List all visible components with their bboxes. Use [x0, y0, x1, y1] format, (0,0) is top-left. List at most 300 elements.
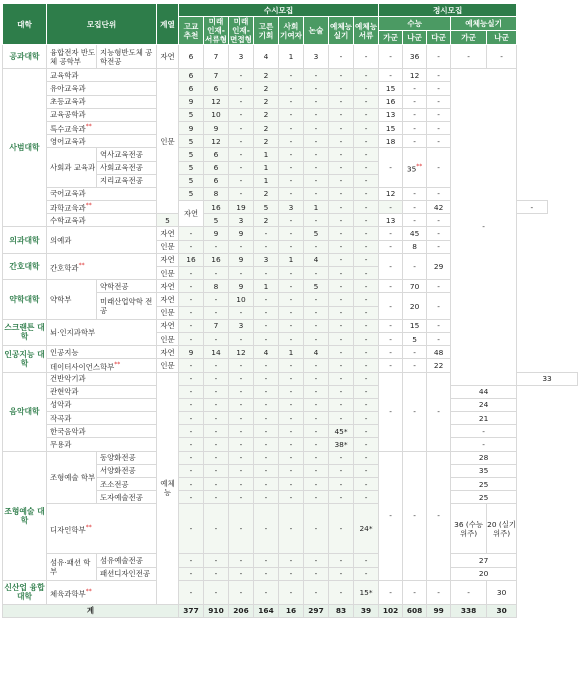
value-cell: -: [427, 108, 451, 121]
value-cell: 18: [379, 135, 403, 148]
track-cell: 인문: [157, 267, 179, 280]
value-cell: 4: [254, 346, 279, 359]
value-cell: -: [204, 491, 229, 504]
value-cell: -: [204, 385, 229, 398]
value-cell: -: [204, 359, 229, 372]
track-cell: 예체능: [157, 372, 179, 604]
star-mark: **: [85, 524, 92, 532]
value-cell: 5: [179, 187, 204, 200]
total-label: 계: [3, 604, 179, 617]
header-jeongsi: 정시모집: [379, 4, 517, 17]
value-cell: -: [204, 567, 229, 580]
univ-cell: 간호대학: [3, 253, 47, 279]
value-cell: [403, 148, 427, 188]
total-cell: 39: [354, 604, 379, 617]
value-cell: 12: [403, 69, 427, 82]
value-cell: 5: [179, 161, 204, 174]
value-cell: -: [329, 45, 354, 69]
value-cell: -: [403, 346, 427, 359]
value-cell: 1: [254, 161, 279, 174]
value-cell: -: [329, 82, 354, 95]
total-cell: 99: [427, 604, 451, 617]
unit-label: 과학교육과: [50, 203, 86, 213]
value-cell: 9: [179, 121, 204, 134]
value-cell: -: [354, 227, 379, 240]
value-cell: -: [354, 69, 379, 82]
value-cell: -: [204, 267, 229, 280]
value-cell: -: [229, 425, 254, 438]
value-cell: -: [329, 332, 354, 345]
header-susi-col: 고른 기회: [254, 17, 279, 45]
value-cell: -: [204, 478, 229, 491]
value-cell: 36 (수능 위주): [451, 504, 487, 554]
header-unit: 모집단위: [47, 4, 157, 45]
subunit-cell: 동양화전공: [97, 451, 157, 464]
value-cell: -: [451, 580, 487, 604]
value-cell: 15*: [354, 580, 379, 604]
value-cell: -: [279, 161, 304, 174]
value-cell: -: [179, 478, 204, 491]
value-cell: 2: [254, 135, 279, 148]
value-cell: -: [304, 359, 329, 372]
value-cell: -: [379, 253, 403, 279]
value-cell: -: [229, 451, 254, 464]
header-susi-col: 미래 인재- 면접형: [229, 17, 252, 45]
value-cell: -: [329, 412, 354, 425]
value-cell: -: [427, 135, 451, 148]
value-cell: -: [427, 227, 451, 240]
unit-cell: 영어교육과: [47, 135, 157, 148]
header-suneung: 수능: [379, 17, 451, 31]
value-cell: -: [354, 201, 379, 214]
value-cell: -: [329, 359, 354, 372]
value-cell: -: [279, 240, 304, 253]
unit-cell: [47, 580, 157, 604]
header-jeongsi-col: 가군: [379, 31, 403, 45]
value-cell: -: [354, 451, 379, 464]
value-cell: -: [179, 464, 204, 477]
univ-cell: 신산업 융합대학: [3, 580, 47, 604]
value-cell: -: [329, 385, 354, 398]
value-cell: -: [254, 464, 279, 477]
value-cell: -: [279, 148, 304, 161]
track-cell: 자연: [157, 280, 179, 293]
value-cell: 20 (실기 위주): [487, 504, 517, 554]
value-cell: -: [329, 306, 354, 319]
value-cell: -: [379, 359, 403, 372]
value-cell: -: [403, 372, 427, 451]
track-cell: 인문: [157, 332, 179, 345]
value-cell: -: [204, 438, 229, 451]
value-cell: -: [229, 148, 254, 161]
value-cell: -: [329, 346, 354, 359]
value-cell: 16: [204, 253, 229, 266]
value-cell: -: [279, 293, 304, 306]
value-cell: 9: [229, 280, 254, 293]
univ-cell: 사범대학: [3, 69, 47, 227]
value-cell: -: [304, 267, 329, 280]
value-cell: -: [254, 319, 279, 332]
value-cell: -: [304, 135, 329, 148]
value-cell: 4: [254, 45, 279, 69]
value-cell: -: [403, 82, 427, 95]
subunit-cell: 패션디자인전공: [97, 567, 157, 580]
value-cell: -: [354, 332, 379, 345]
value-cell: -: [304, 293, 329, 306]
star-mark: **: [114, 360, 121, 368]
value-cell: 8: [204, 280, 229, 293]
value-cell: 30: [487, 580, 517, 604]
value-cell: -: [354, 214, 379, 227]
value-cell: 9: [179, 346, 204, 359]
value-cell: 70: [403, 280, 427, 293]
value-cell: -: [279, 464, 304, 477]
subunit-cell: 지능형반도체 공학전공: [97, 45, 157, 69]
value-cell: -: [354, 135, 379, 148]
subunit-cell: 지리교육전공: [97, 174, 157, 187]
value-cell: 5: [179, 135, 204, 148]
value-cell: -: [229, 438, 254, 451]
value-cell: -: [279, 491, 304, 504]
value-cell: -: [204, 580, 229, 604]
value-cell: -: [329, 504, 354, 554]
value-cell: 33: [517, 372, 578, 385]
value-cell: 6: [179, 69, 204, 82]
value-cell: 1: [279, 253, 304, 266]
value-cell: -: [329, 135, 354, 148]
value-cell: -: [304, 451, 329, 464]
value-cell: 20: [451, 567, 517, 580]
value-cell: -: [403, 214, 427, 227]
value-cell: 16: [204, 201, 229, 214]
admission-table: [2, 3, 578, 618]
header-susi-col: 예체능 서류: [354, 17, 379, 45]
value-cell: 25: [451, 491, 517, 504]
total-cell: 16: [279, 604, 304, 617]
value-cell: -: [354, 187, 379, 200]
value-cell: -: [179, 425, 204, 438]
track-cell: 자연: [157, 253, 179, 266]
value-cell: -: [304, 187, 329, 200]
value-cell: -: [179, 567, 204, 580]
value-cell: 1: [254, 148, 279, 161]
value-cell: -: [254, 359, 279, 372]
value-cell: -: [329, 227, 354, 240]
value-cell: -: [379, 201, 403, 214]
star-mark: **: [416, 162, 423, 170]
value-cell: -: [304, 174, 329, 187]
value-cell: -: [279, 398, 304, 411]
value-cell: -: [304, 438, 329, 451]
value-cell: -: [304, 425, 329, 438]
value-cell: -: [451, 69, 517, 386]
value-cell: 22: [427, 359, 451, 372]
value-cell: -: [304, 491, 329, 504]
value-cell: -: [329, 161, 354, 174]
value-cell: -: [304, 398, 329, 411]
value-cell: -: [229, 359, 254, 372]
value-cell: 38*: [329, 438, 354, 451]
value-cell: 20: [403, 293, 427, 319]
value-cell: -: [403, 253, 427, 279]
value-cell: -: [354, 372, 379, 385]
value-cell: -: [354, 161, 379, 174]
value-cell: -: [254, 385, 279, 398]
value-cell: -: [354, 346, 379, 359]
value-cell: 10: [204, 108, 229, 121]
unit-cell: 사회과 교육과: [47, 148, 97, 188]
total-cell: 910: [204, 604, 229, 617]
value-cell: -: [304, 504, 329, 554]
header-susi-col: 논술: [304, 17, 329, 45]
value-cell: 48: [427, 346, 451, 359]
univ-cell: 조형예술 대학: [3, 451, 47, 580]
value-cell: -: [204, 504, 229, 554]
value-cell: -: [229, 267, 254, 280]
value-cell: -: [329, 174, 354, 187]
value-cell: -: [204, 240, 229, 253]
value-cell: -: [329, 240, 354, 253]
value-cell: -: [517, 201, 547, 214]
value-cell: -: [279, 478, 304, 491]
value-cell: -: [304, 385, 329, 398]
value-cell: 5: [254, 201, 279, 214]
value-cell: -: [179, 451, 204, 464]
value-cell: 1: [279, 346, 304, 359]
value-cell: -: [329, 398, 354, 411]
unit-cell: 작곡과: [47, 412, 157, 425]
value-cell: -: [304, 121, 329, 134]
value-cell: -: [329, 201, 354, 214]
value-cell: -: [229, 121, 254, 134]
unit-cell: 성악과: [47, 398, 157, 411]
value-cell: -: [354, 491, 379, 504]
value-cell: -: [279, 504, 304, 554]
value-cell: -: [304, 82, 329, 95]
subunit-cell: 도자예술전공: [97, 491, 157, 504]
value-cell: -: [229, 187, 254, 200]
value-cell: -: [427, 280, 451, 293]
header-susi-col: 고교 추천: [179, 17, 204, 45]
star-mark: **: [78, 261, 85, 269]
unit-cell: 뇌·인지과학부: [47, 319, 157, 345]
value-cell: -: [229, 306, 254, 319]
value-cell: 10: [229, 293, 254, 306]
value-cell: 36: [403, 45, 427, 69]
value-cell: 15: [379, 121, 403, 134]
value-cell: -: [403, 580, 427, 604]
header-jeongsi-col: 나군: [487, 31, 517, 45]
value-cell: 5: [304, 280, 329, 293]
value-cell: 1: [304, 201, 329, 214]
value-cell: -: [329, 580, 354, 604]
value-cell: -: [379, 580, 403, 604]
header-jeongsi-col: 가군: [451, 31, 487, 45]
value-cell: -: [354, 253, 379, 266]
value-cell: 29: [427, 253, 451, 279]
value-cell: 3: [254, 253, 279, 266]
value-cell: 1: [254, 280, 279, 293]
total-cell: 297: [304, 604, 329, 617]
value-cell: -: [204, 451, 229, 464]
value-cell: -: [204, 306, 229, 319]
value-cell: -: [229, 385, 254, 398]
value-cell: -: [451, 45, 487, 69]
total-cell: 83: [329, 604, 354, 617]
value-cell: -: [279, 187, 304, 200]
value-cell: -: [427, 82, 451, 95]
value-cell: -: [279, 567, 304, 580]
value-cell: 1: [279, 45, 304, 69]
total-cell: 164: [254, 604, 279, 617]
subunit-cell: 사회교육전공: [97, 161, 157, 174]
value-cell: -: [179, 267, 204, 280]
value-cell: 7: [204, 319, 229, 332]
star-mark: **: [85, 587, 92, 595]
value-cell: -: [279, 385, 304, 398]
value-cell: 45*: [329, 425, 354, 438]
value-cell: -: [354, 319, 379, 332]
value-cell: -: [179, 359, 204, 372]
value-cell: 2: [254, 108, 279, 121]
value-cell: 6: [179, 45, 204, 69]
value-cell: 8: [204, 187, 229, 200]
value-cell: -: [354, 148, 379, 161]
header-jeongsi-col: 나군: [403, 31, 427, 45]
track-cell: 자연: [157, 227, 179, 240]
value-cell: -: [179, 385, 204, 398]
value-cell: -: [279, 580, 304, 604]
unit-cell: 초등교육과: [47, 95, 157, 108]
value-cell: -: [329, 451, 354, 464]
total-cell: 30: [487, 604, 517, 617]
value-cell: -: [379, 240, 403, 253]
total-cell: 206: [229, 604, 254, 617]
value-cell: -: [229, 412, 254, 425]
value-cell: 6: [204, 148, 229, 161]
value-cell: -: [354, 121, 379, 134]
value-cell: -: [179, 412, 204, 425]
total-cell: 338: [451, 604, 487, 617]
value-cell: 5: [179, 174, 204, 187]
value-cell: -: [354, 45, 379, 69]
value-cell: -: [204, 372, 229, 385]
value-cell: -: [204, 425, 229, 438]
value-cell: -: [254, 425, 279, 438]
value-cell: -: [451, 438, 517, 451]
unit-cell: 건반악기과: [47, 372, 157, 385]
value-cell: 9: [204, 227, 229, 240]
value-cell: -: [204, 464, 229, 477]
value-cell: -: [354, 359, 379, 372]
value-cell: -: [354, 478, 379, 491]
value-cell: -: [229, 580, 254, 604]
value-cell: -: [229, 478, 254, 491]
value-cell: 2: [254, 69, 279, 82]
value-cell: 28: [451, 451, 517, 464]
value-cell: -: [304, 108, 329, 121]
value-cell: -: [229, 491, 254, 504]
value-cell: -: [304, 306, 329, 319]
value-cell: 9: [229, 227, 254, 240]
value-cell: 3: [229, 214, 254, 227]
value-cell: 2: [254, 121, 279, 134]
unit-cell: 의예과: [47, 227, 157, 253]
value-cell: -: [229, 95, 254, 108]
value-cell: 2: [254, 187, 279, 200]
value-cell: -: [279, 227, 304, 240]
value-cell: -: [229, 240, 254, 253]
header-univ: 대학: [3, 4, 47, 45]
value-cell: -: [379, 332, 403, 345]
value-cell: -: [354, 82, 379, 95]
value-cell: -: [487, 45, 517, 69]
track-cell: 인문: [157, 359, 179, 372]
value-cell: -: [427, 580, 451, 604]
value-cell: -: [354, 306, 379, 319]
value-cell: -: [329, 214, 354, 227]
value-cell: -: [229, 504, 254, 554]
value-cell: -: [379, 227, 403, 240]
value-cell: -: [279, 438, 304, 451]
value-cell: -: [179, 332, 204, 345]
header-jeongsi-col: 다군: [427, 31, 451, 45]
value-cell: 16: [179, 253, 204, 266]
value-cell: -: [451, 425, 517, 438]
value-cell: -: [254, 554, 279, 567]
total-cell: 608: [403, 604, 427, 617]
value-cell: -: [403, 95, 427, 108]
value-cell: -: [329, 491, 354, 504]
value-cell: 12: [229, 346, 254, 359]
value-cell: -: [279, 82, 304, 95]
value-cell: 2: [254, 214, 279, 227]
value-cell: 4: [304, 253, 329, 266]
value-cell: -: [279, 451, 304, 464]
value-cell: 16: [379, 95, 403, 108]
value-cell: -: [329, 187, 354, 200]
value-cell: -: [304, 69, 329, 82]
value-cell: 3: [229, 45, 254, 69]
unit-cell: 무용과: [47, 438, 157, 451]
value-cell: -: [279, 359, 304, 372]
value-cell: -: [254, 567, 279, 580]
value-cell: -: [279, 425, 304, 438]
value-cell: -: [229, 398, 254, 411]
unit-label: 체육과학부: [50, 588, 86, 598]
value-cell: 24*: [354, 504, 379, 554]
value-cell: -: [329, 69, 354, 82]
value-cell: 9: [204, 121, 229, 134]
value-cell: -: [279, 108, 304, 121]
value-cell: -: [179, 554, 204, 567]
value-cell: -: [279, 121, 304, 134]
unit-cell: 조형예술 학부: [47, 451, 97, 504]
value-cell: -: [354, 240, 379, 253]
value-cell: 7: [204, 45, 229, 69]
unit-cell: 관현악과: [47, 385, 157, 398]
value-cell: -: [179, 293, 204, 306]
value-cell: -: [427, 148, 451, 188]
unit-cell: [47, 504, 157, 554]
value-cell: -: [179, 372, 204, 385]
value-cell: -: [229, 372, 254, 385]
value-cell: 13: [379, 214, 403, 227]
header-susi: 수시모집: [179, 4, 379, 17]
value-cell: -: [279, 135, 304, 148]
value-cell: -: [427, 187, 451, 200]
value-cell: -: [379, 451, 403, 580]
